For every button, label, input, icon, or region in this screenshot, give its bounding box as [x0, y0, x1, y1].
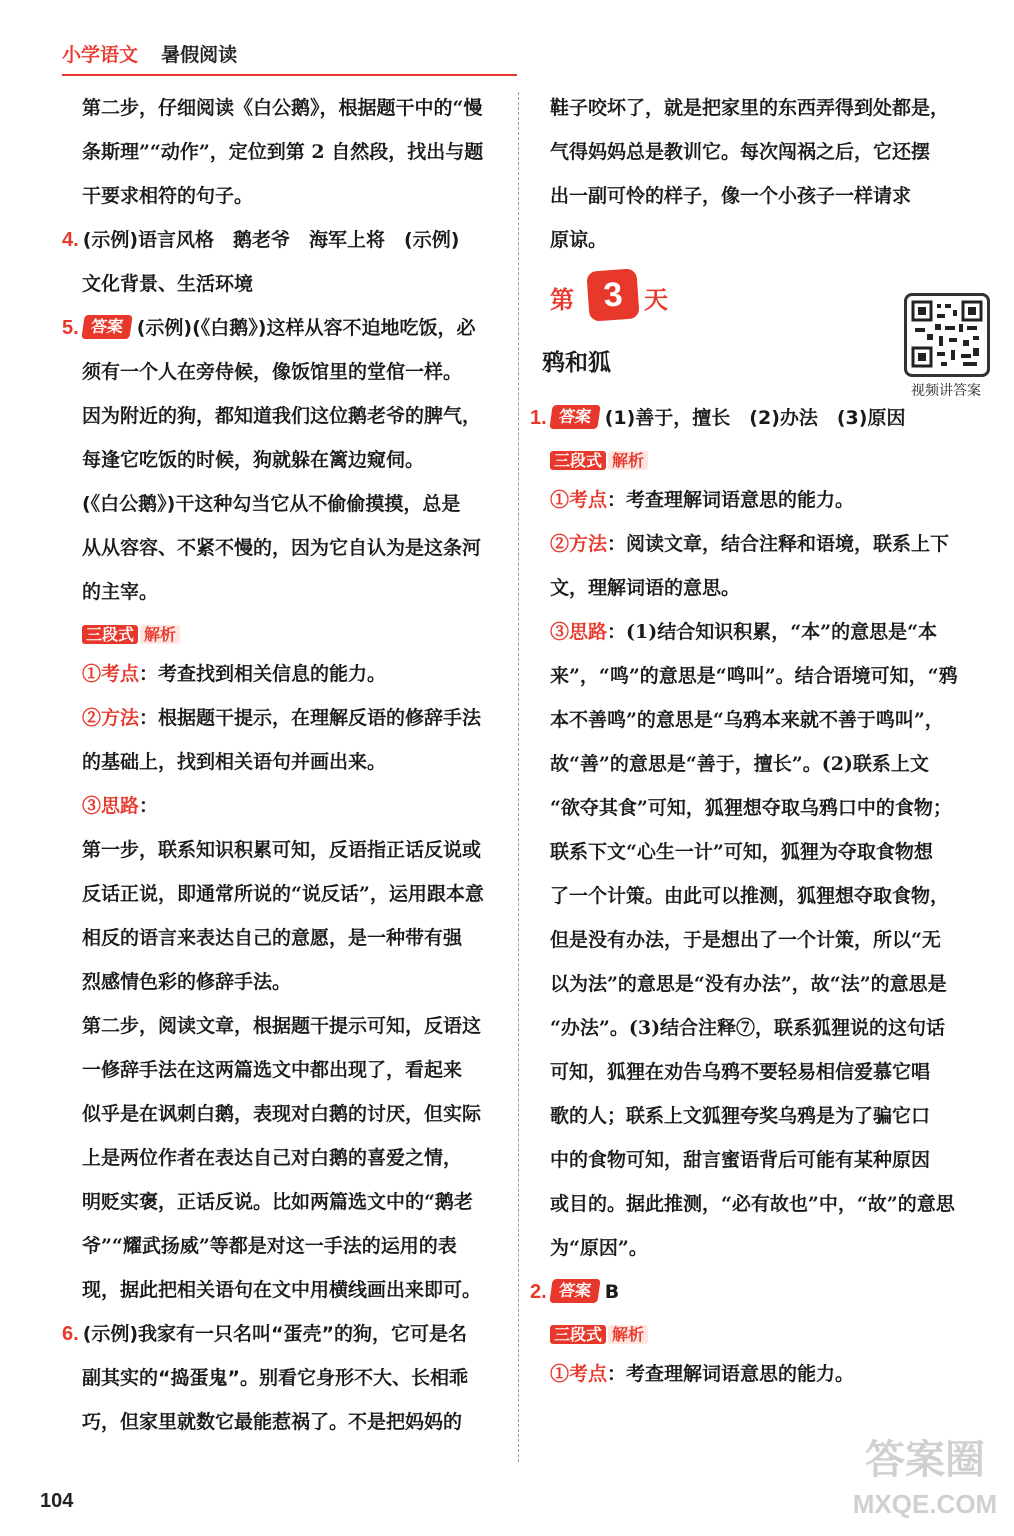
- analysis-tag: [550, 448, 648, 474]
- approach-label: ③思路: [82, 795, 140, 817]
- text-line: 的基础上，找到相关语句并画出来。: [82, 751, 387, 773]
- analysis-tag-part1: 三段式: [550, 1325, 606, 1344]
- text-line: ：考查理解词语意思的能力。: [607, 489, 855, 511]
- right-column: [530, 86, 990, 1396]
- text-line: 文，理解词语的意思。: [550, 577, 741, 599]
- text-line: 第二步，仔细阅读《白公鹅》，根据题干中的“慢: [82, 97, 483, 119]
- question-number: 4.: [62, 229, 79, 251]
- text-line: 的主宰。: [82, 581, 159, 603]
- point-label: ①考点: [550, 489, 608, 511]
- text-line: 歌的人；联系上文狐狸夸奖乌鸦是为了骗它口: [550, 1105, 931, 1127]
- question-5: [62, 306, 510, 614]
- text-line: 因为附近的狗，都知道我们这位鹅老爷的脾气，: [82, 405, 482, 427]
- text-line: 烈感情色彩的修辞手法。: [82, 971, 292, 993]
- text-line: 出一副可怜的样子，像一个小孩子一样请求: [550, 185, 912, 207]
- analysis-block: [62, 652, 510, 1312]
- analysis-tag: [82, 622, 180, 648]
- text-line: ：: [139, 795, 159, 817]
- text-line: 本不善鸣”的意思是“乌鸦本来就不善于鸣叫”，: [550, 709, 944, 731]
- text-line: 故“善”的意思是“善于，擅长”。(2)联系上文: [550, 753, 929, 775]
- header-book: 暑假阅读: [161, 44, 238, 66]
- text-line: 似乎是在讽刺白鹅，表现对白鹅的讨厌，但实际: [82, 1103, 482, 1125]
- text-line: 可知，狐狸在劝告乌鸦不要轻易相信爱慕它唱: [550, 1061, 931, 1083]
- left-column: [62, 86, 510, 1444]
- text-line: ：根据题干提示，在理解反语的修辞手法: [139, 707, 482, 729]
- text-line: 相反的语言来表达自己的意愿，是一种带有强: [82, 927, 463, 949]
- header-subject: 小学语文: [62, 44, 139, 66]
- text-line: 巧，但家里就数它最能惹祸了。不是把妈妈的: [82, 1411, 463, 1433]
- text-line: 副其实的“捣蛋鬼”。别看它身形不大、长相乖: [82, 1367, 468, 1389]
- point-label: ①考点: [550, 1363, 608, 1385]
- text-line: 爷”“耀武扬威”等都是对这一手法的运用的表: [82, 1235, 457, 1257]
- text-line: 文化背景、生活环境: [82, 273, 254, 295]
- text-line: 条斯理”“动作”，定位到第 2 自然段，找出与题: [82, 141, 484, 163]
- question-1: [530, 396, 990, 440]
- watermark-line2: MXQE.COM: [852, 1489, 998, 1519]
- point-label: ①考点: [82, 663, 140, 685]
- answer-tag: 答案: [81, 315, 132, 339]
- page-number: 104: [40, 1490, 74, 1512]
- text-line: (示例)我家有一只名叫“蛋壳”的狗，它可是名: [82, 1323, 468, 1345]
- analysis-block: [530, 1352, 990, 1396]
- text-line: 但是没有办法，于是想出了一个计策，所以“无: [550, 929, 941, 951]
- text-line: 第一步，联系知识积累可知，反语指正话反说或: [82, 839, 482, 861]
- text-line: B: [604, 1281, 620, 1303]
- method-label: ②方法: [82, 707, 140, 729]
- question-number: 6.: [62, 1323, 79, 1345]
- analysis-tag-part2: 解析: [608, 1325, 648, 1344]
- day-suffix: 天: [644, 286, 668, 314]
- text-line: (1)善于，擅长 (2)办法 (3)原因: [604, 407, 906, 429]
- text-line: 反话正说，即通常所说的“说反话”，运用跟本意: [82, 883, 484, 905]
- column-divider: [518, 92, 519, 1462]
- analysis-tag-part1: 三段式: [550, 451, 606, 470]
- text-line: “欲夺其食”可知，狐狸想夺取乌鸦口中的食物；: [550, 797, 952, 819]
- analysis-tag-part2: 解析: [608, 451, 648, 470]
- text-line: (示例)(《白鹅》)这样从容不迫地吃饭，必: [136, 317, 476, 339]
- header-rule: [62, 74, 517, 76]
- answer-tag: 答案: [549, 1279, 600, 1303]
- question-number: 2.: [530, 1281, 547, 1303]
- watermark: [840, 1438, 1010, 1528]
- text-line: ：考查理解词语意思的能力。: [607, 1363, 855, 1385]
- text-line: 鞋子咬坏了，就是把家里的东西弄得到处都是，: [550, 97, 950, 119]
- qr-caption: 视频讲答案: [911, 383, 981, 399]
- method-label: ②方法: [550, 533, 608, 555]
- approach-label: ③思路: [550, 621, 608, 643]
- text-line: 一修辞手法在这两篇选文中都出现了，看起来: [82, 1059, 463, 1081]
- text-line: 中的食物可知，甜言蜜语背后可能有某种原因: [550, 1149, 931, 1171]
- qr-code-icon[interactable]: [904, 293, 990, 377]
- text-line: 第二步，阅读文章，根据题干提示可知，反语这: [82, 1015, 482, 1037]
- text-line: 为“原因”。: [550, 1237, 648, 1259]
- text-line: 须有一个人在旁侍候，像饭馆里的堂倌一样。: [82, 361, 463, 383]
- text-line: ：考查找到相关信息的能力。: [139, 663, 387, 685]
- page-header: [62, 40, 522, 74]
- text-line: 来”，“鸣”的意思是“鸣叫”。结合语境可知，“鸦: [550, 665, 958, 687]
- text-line: 每逢它吃饭的时候，狗就躲在篱边窥伺。: [82, 449, 425, 471]
- analysis-tag: [550, 1322, 648, 1348]
- day-prefix: 第: [550, 286, 574, 314]
- text-line: 从从容容、不紧不慢的，因为它自认为是这条河: [82, 537, 482, 559]
- text-line: 明贬实褒，正话反说。比如两篇选文中的“鹅老: [82, 1191, 473, 1213]
- text-line: 联系下文“心生一计”可知，狐狸为夺取食物想: [550, 841, 933, 863]
- question-number: 5.: [62, 317, 79, 339]
- continued-paragraph: [530, 86, 990, 262]
- text-line: 或目的。据此推测，“必有故也”中，“故”的意思: [550, 1193, 955, 1215]
- text-line: 了一个计策。由此可以推测，狐狸想夺取食物，: [550, 885, 950, 907]
- text-line: (示例)语言风格 鹅老爷 海军上将 (示例): [82, 229, 460, 251]
- analysis-block: [530, 478, 990, 1270]
- text-line: 以为法”的意思是“没有办法”，故“法”的意思是: [550, 973, 947, 995]
- text-line: 气得妈妈总是教训它。每次闯祸之后，它还摆: [550, 141, 931, 163]
- text-line: ：(1)结合知识积累，“本”的意思是“本: [607, 621, 938, 643]
- question-2: [530, 1270, 990, 1314]
- article-title: 鸦和狐: [542, 350, 611, 376]
- analysis-tag-part1: 三段式: [82, 625, 138, 644]
- text-line: ：阅读文章，结合注释和语境，联系上下: [607, 533, 950, 555]
- text-line: (《白公鹅》)干这种勾当它从不偷偷摸摸，总是: [82, 493, 461, 515]
- analysis-tag-part2: 解析: [140, 625, 180, 644]
- text-line: 上是两位作者在表达自己对白鹅的喜爱之情，: [82, 1147, 463, 1169]
- question-number: 1.: [530, 407, 547, 429]
- question-6: [62, 1312, 510, 1444]
- day-number-badge: 3: [586, 268, 639, 321]
- watermark-line1: 答案圈: [865, 1438, 985, 1482]
- text-line: 现，据此把相关语句在文中用横线画出来即可。: [82, 1279, 482, 1301]
- text-line: “办法”。(3)结合注释⑦，联系狐狸说的这句话: [550, 1017, 946, 1039]
- answer-tag: 答案: [549, 405, 600, 429]
- step-paragraph: [62, 86, 510, 218]
- qr-pattern: [907, 296, 987, 374]
- question-4: [62, 218, 510, 306]
- text-line: 原谅。: [550, 229, 608, 251]
- text-line: 干要求相符的句子。: [82, 185, 254, 207]
